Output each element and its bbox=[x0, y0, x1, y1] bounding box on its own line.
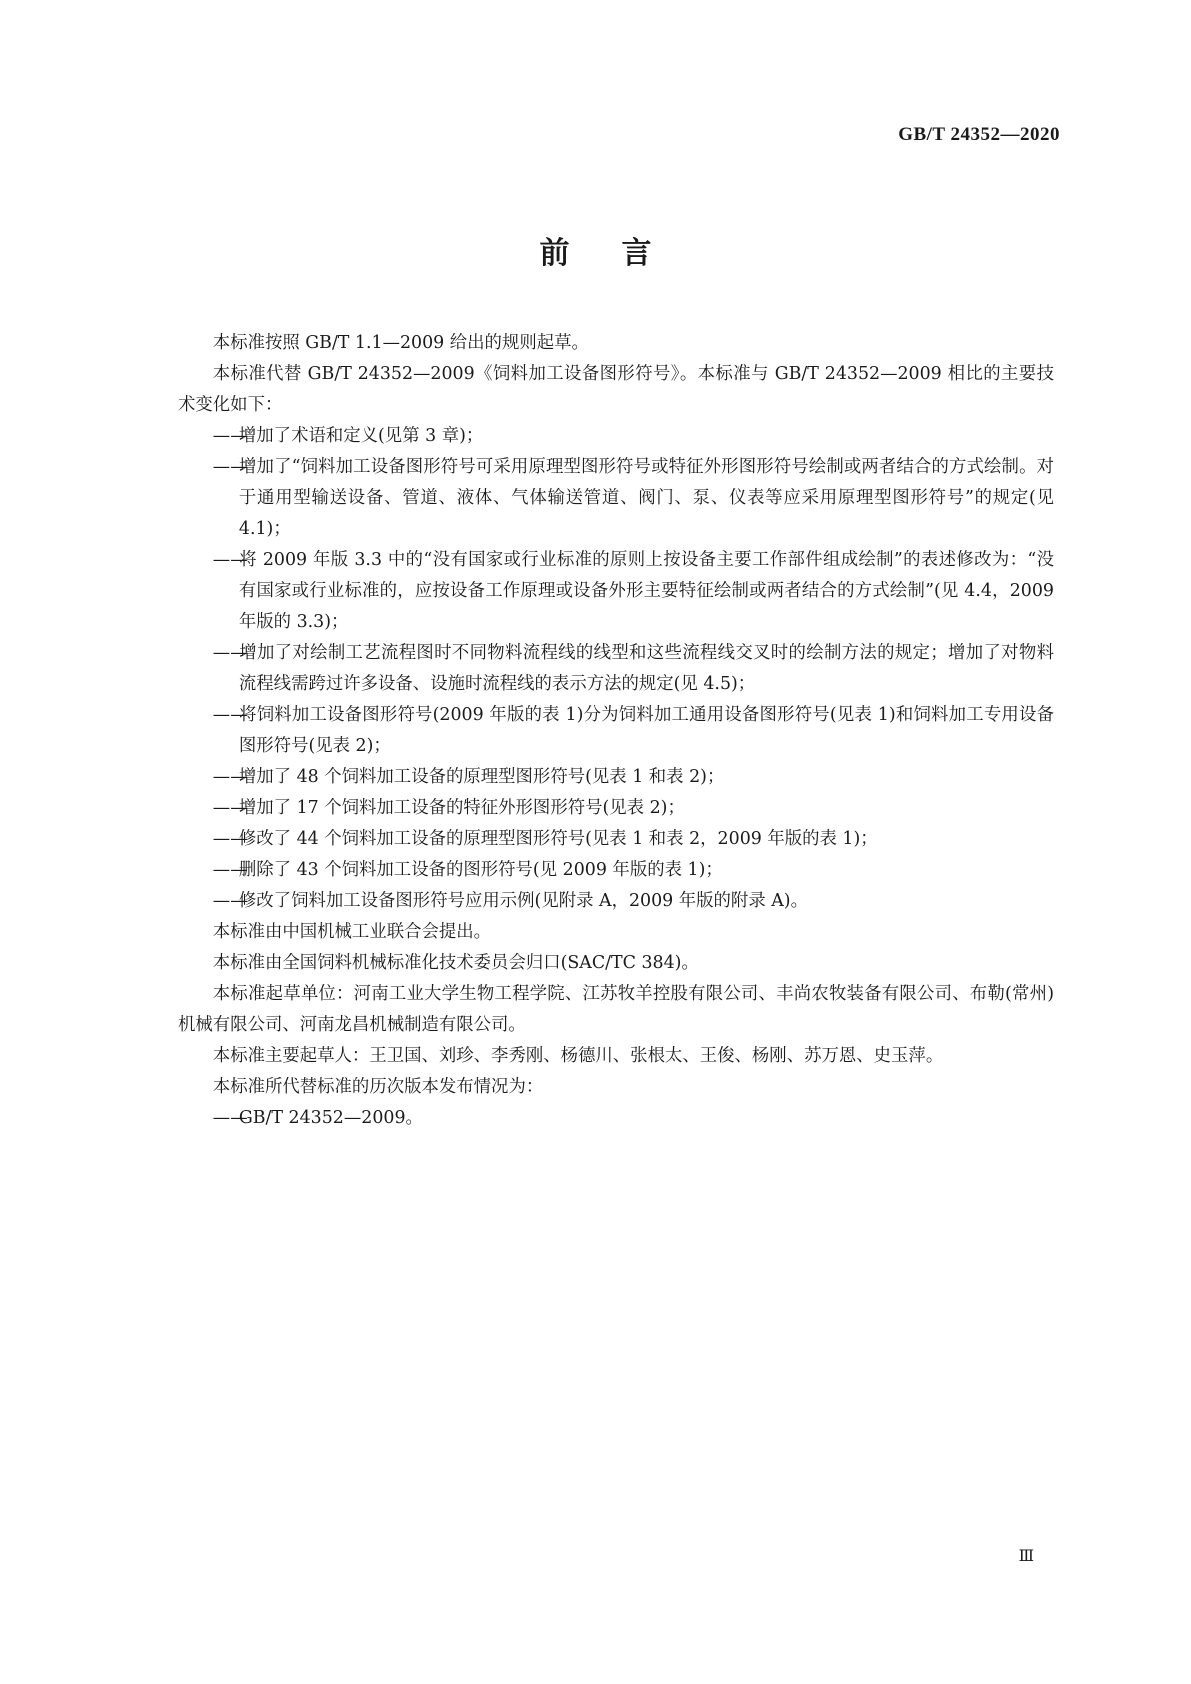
list-item-text: 修改了饲料加工设备图形符号应用示例(见附录 A，2009 年版的附录 A)。 bbox=[238, 891, 808, 911]
paragraph-drafting-units: 本标准起草单位：河南工业大学生物工程学院、江苏牧羊控股有限公司、丰尚农牧装备有限公司、布勒(常州)机械有限公司、河南龙昌机械制造有限公司。 bbox=[178, 984, 1054, 1035]
paragraph-replacement: 本标准代替 GB/T 24352—2009《饲料加工设备图形符号》。本标准与 GB/T 24352—2009 相比的主要技术变化如下： bbox=[178, 364, 1054, 415]
history-list bbox=[178, 1103, 1054, 1134]
changes-list bbox=[178, 421, 1054, 917]
list-item-text: 增加了“饲料加工设备图形符号可采用原理型图形符号或特征外形图形符号绘制或两者结合的方式绘制。对于通用型输送设备、管道、液体、气体输送管道、阀门、泵、仪表等应采用原理型图形符号”的规定(见 4.1)； bbox=[238, 457, 1054, 539]
list-item-text: 增加了术语和定义(见第 3 章)； bbox=[238, 426, 484, 446]
standard-number: GB/T 24352—2020 bbox=[898, 124, 1060, 145]
list-item bbox=[178, 855, 1054, 886]
list-item bbox=[178, 1103, 1054, 1134]
dash-marker: —— bbox=[212, 829, 248, 849]
list-item-text: 将 2009 年版 3.3 中的“没有国家或行业标准的原则上按设备主要工作部件组成绘制”的表述修改为：“没有国家或行业标准的，应按设备工作原理或设备外形主要特征绘制或两者结合的方式绘制”(见 4.4，2009 年版的 3.3)； bbox=[238, 550, 1054, 632]
dash-marker: —— bbox=[212, 798, 248, 818]
page-number: Ⅲ bbox=[1018, 1548, 1034, 1565]
dash-marker: —— bbox=[212, 457, 248, 477]
list-item bbox=[178, 793, 1054, 824]
paragraph-drafters: 本标准主要起草人：王卫国、刘珍、李秀刚、杨德川、张根太、王俊、杨刚、苏万恩、史玉萍。 bbox=[212, 1046, 944, 1066]
foreword-body bbox=[178, 328, 1054, 1134]
page-title: 前言 bbox=[539, 236, 704, 271]
dash-marker: —— bbox=[212, 705, 248, 725]
list-item-text: GB/T 24352—2009。 bbox=[238, 1108, 423, 1128]
list-item bbox=[178, 421, 1054, 452]
list-item bbox=[178, 700, 1054, 762]
dash-marker: —— bbox=[212, 1108, 248, 1128]
dash-marker: —— bbox=[212, 426, 248, 446]
dash-marker: —— bbox=[212, 891, 248, 911]
dash-marker: —— bbox=[212, 550, 248, 570]
list-item-text: 增加了 48 个饲料加工设备的原理型图形符号(见表 1 和表 2)； bbox=[238, 767, 725, 787]
paragraph-drafting-rules: 本标准按照 GB/T 1.1—2009 给出的规则起草。 bbox=[212, 333, 589, 353]
list-item-text: 将饲料加工设备图形符号(2009 年版的表 1)分为饲料加工通用设备图形符号(见表 1)和饲料加工专用设备图形符号(见表 2)； bbox=[238, 705, 1054, 756]
list-item-text: 增加了 17 个饲料加工设备的特征外形图形符号(见表 2)； bbox=[238, 798, 685, 818]
dash-marker: —— bbox=[212, 767, 248, 787]
paragraph-proposer: 本标准由中国机械工业联合会提出。 bbox=[212, 922, 492, 942]
dash-marker: —— bbox=[212, 860, 248, 880]
list-item bbox=[178, 638, 1054, 700]
list-item-text: 修改了 44 个饲料加工设备的原理型图形符号(见表 1 和表 2，2009 年版的表 1)； bbox=[238, 829, 878, 849]
list-item bbox=[178, 824, 1054, 855]
list-item bbox=[178, 762, 1054, 793]
dash-marker: —— bbox=[212, 643, 248, 663]
list-item-text: 删除了 43 个饲料加工设备的图形符号(见 2009 年版的表 1)； bbox=[238, 860, 723, 880]
list-item bbox=[178, 886, 1054, 917]
list-item bbox=[178, 452, 1054, 545]
paragraph-history-intro: 本标准所代替标准的历次版本发布情况为： bbox=[212, 1077, 544, 1097]
list-item-text: 增加了对绘制工艺流程图时不同物料流程线的线型和这些流程线交叉时的绘制方法的规定；增加了对物料流程线需跨过许多设备、设施时流程线的表示方法的规定(见 4.5)； bbox=[238, 643, 1054, 694]
list-item bbox=[178, 545, 1054, 638]
paragraph-committee: 本标准由全国饲料机械标准化技术委员会归口(SAC/TC 384)。 bbox=[212, 953, 699, 973]
